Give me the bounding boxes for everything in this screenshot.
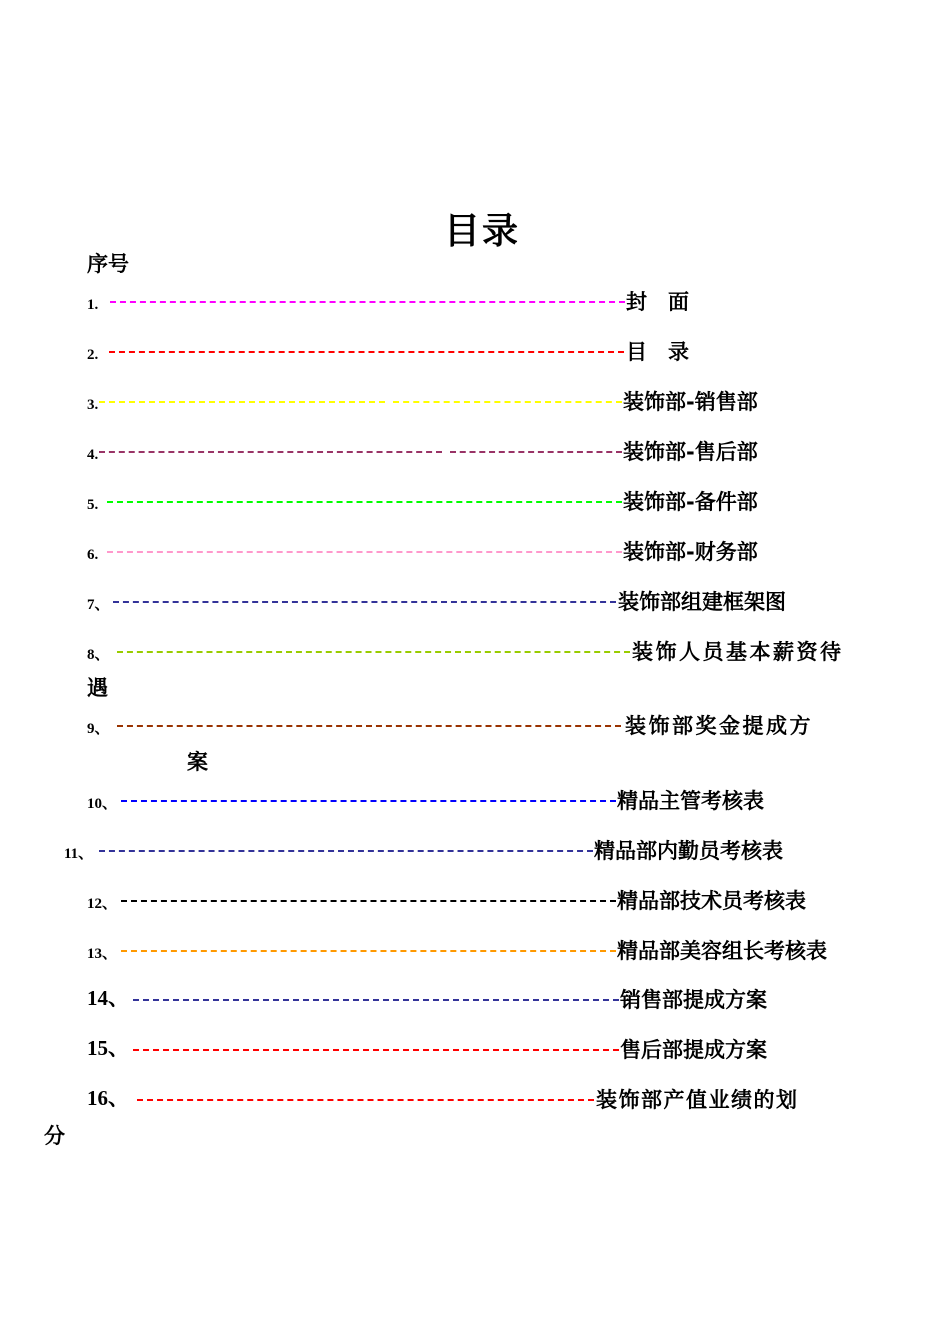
toc-entry-title-continuation: 分 [44,1124,65,1148]
toc-leader-line [133,999,619,1001]
toc-entry-title: 装饰部-备件部 [623,490,758,514]
toc-entry-number: 13、 [87,946,118,962]
toc-entry-number: 4. [87,447,99,463]
toc-entry [0,835,950,865]
toc-leader-line [109,351,624,353]
toc-entry-number: 7、 [87,597,110,613]
toc-leader-line [121,900,616,902]
toc-leader-line [450,451,622,453]
toc-entry-title: 装饰部-销售部 [623,390,758,414]
toc-entry-number: 9、 [87,721,110,737]
toc-entry-title: 装饰人员基本薪资待 [632,640,844,664]
toc-leader-line [107,551,622,553]
toc-entry [0,636,950,666]
toc-leader-line [137,1099,594,1101]
toc-entry [0,336,950,366]
toc-entry-number: 6. [87,547,99,563]
toc-entry [0,785,950,815]
toc-leader-line [99,451,442,453]
toc-entry-number: 8、 [87,647,110,663]
toc-entry-number: 3. [87,397,99,413]
toc-entry-number: 12、 [87,896,118,912]
toc-entry-title: 售后部提成方案 [620,1038,767,1062]
toc-entry-number: 14、 [87,986,129,1010]
toc-entry-title-continuation: 遇 [87,676,108,700]
toc-leader-line [121,800,616,802]
toc-leader-line [117,725,621,727]
toc-entry-title: 装饰部-售后部 [623,440,758,464]
toc-entry-title: 精品部技术员考核表 [617,889,806,913]
toc-leader-line [113,601,616,603]
toc-leader-line [110,301,625,303]
toc-entry-number: 10、 [87,796,118,812]
toc-entry [0,1034,950,1064]
toc-entry [0,984,950,1014]
toc-entry-number: 11、 [64,846,94,862]
toc-entry-title: 封 面 [626,290,689,314]
toc-entry [0,586,950,616]
toc-entry-number: 15、 [87,1036,129,1060]
toc-leader-line [133,1049,619,1051]
toc-leader-line [393,401,622,403]
page-title: 目录 [443,210,520,252]
toc-entry-number: 2. [87,347,99,363]
toc-leader-line [99,850,593,852]
toc-entry [0,935,950,965]
toc-entry [0,486,950,516]
toc-leader-line [121,950,616,952]
toc-entry [0,286,950,316]
toc-entry-title: 销售部提成方案 [620,988,767,1012]
toc-entry [0,885,950,915]
toc-entry [0,436,950,466]
toc-entry [0,1084,950,1114]
toc-leader-line [99,401,385,403]
toc-entry-title: 精品部内勤员考核表 [594,839,783,863]
toc-entry-title: 装饰部产值业绩的划 [596,1088,799,1112]
toc-entry [0,710,950,740]
toc-entry-title: 精品主管考核表 [617,789,764,813]
toc-entry [0,536,950,566]
toc-entry-title: 装饰部奖金提成方 [625,714,813,738]
toc-entry-title: 精品部美容组长考核表 [617,939,827,963]
toc-entry-number: 5. [87,497,99,513]
toc-entry-title: 装饰部-财务部 [623,540,758,564]
toc-leader-line [117,651,630,653]
toc-entry-number: 16、 [87,1086,129,1110]
toc-entry-title: 目 录 [626,340,689,364]
toc-entry-title: 装饰部组建框架图 [618,590,786,614]
toc-entry-number: 1. [87,297,99,313]
toc-entry [0,386,950,416]
toc-entry-title-continuation: 案 [187,750,208,774]
toc-leader-line [107,501,622,503]
column-header-seq: 序号 [87,251,129,276]
